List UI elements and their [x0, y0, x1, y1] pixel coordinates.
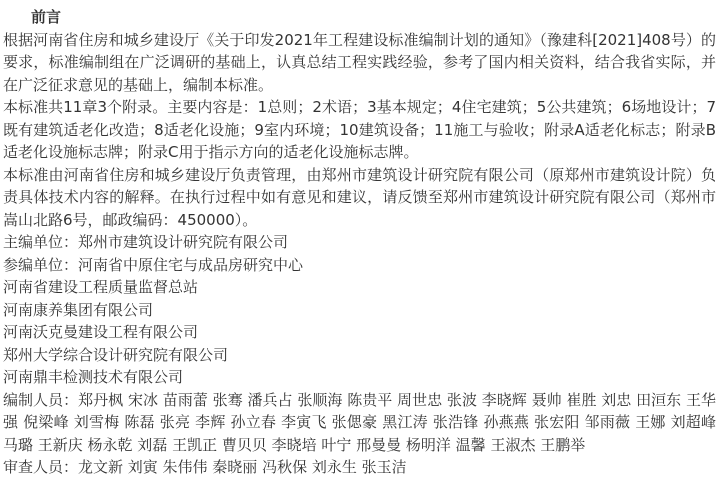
- participating-unit-line: 河南省建设工程质量监督总站: [3, 278, 199, 296]
- chief-editor-unit-line: 主编单位：郑州市建筑设计研究院有限公司: [3, 233, 289, 251]
- participating-unit-line: 河南鼎丰检测技术有限公司: [3, 368, 184, 386]
- contents-paragraph: 本标准共11章3个附录。主要内容是：1总则；2术语；3基本规定；4住宅建筑；5公共建筑；6场地设计；7既有建筑适老化改造；8适老化设施；9室内环境；10建筑设备；11施工与验收；附录A适老化标志；附录B适老化设施标志牌；附录C用于指示方向的适老化设施标志牌。: [3, 98, 716, 161]
- participating-unit-line: 河南沃克曼建设工程有限公司: [3, 323, 199, 341]
- reviewers-line: 审查人员：龙文新 刘寅 朱伟伟 秦晓丽 冯秋保 刘永生 张玉洁: [3, 458, 407, 476]
- document-title: 前言: [31, 8, 62, 26]
- participating-unit-line: 河南康养集团有限公司: [3, 300, 154, 319]
- compilers-line: 编制人员：郑丹枫 宋冰 苗雨蕾 张骞 潘兵占 张顺海 陈贵平 周世忠 张波 李晓辉 聂帅 崔胜 刘忠 田洹东 王华强 倪梁峰 刘雪梅 陈磊 张亮 李辉 孙立春 李寅飞 张偲豪 黑江涛 张浩锋 孙燕燕 张宏阳 邹雨薇 王娜 刘超峰 马璐 王新庆 杨永乾 刘磊 王凯正 曹贝贝 李晓培 叶宁 邢曼曼 杨明洋 温馨 王淑杰 王鹏举: [3, 390, 716, 454]
- intro-paragraph: 根据河南省住房和城乡建设厅《关于印发2021年工程建设标准编制计划的通知》（豫建科[2021]408号）的要求，标准编制组在广泛调研的基础上，认真总结工程实践经验，参考了国内相关资料，结合我省实际，并在广泛征求意见的基础上，编制本标准。: [3, 30, 716, 94]
- management-paragraph: 本标准由河南省住房和城乡建设厅负责管理，由郑州市建筑设计研究院有限公司（原郑州市建筑设计院）负责具体技术内容的解释。在执行过程中如有意见和建议，请反馈至郑州市建筑设计研究院有限公司（郑州市嵩山北路6号，邮政编码：450000）。: [3, 165, 716, 229]
- participating-unit-line: 郑州大学综合设计研究院有限公司: [3, 345, 229, 364]
- participating-unit-line: 参编单位：河南省中原住宅与成品房研究中心: [3, 255, 304, 274]
